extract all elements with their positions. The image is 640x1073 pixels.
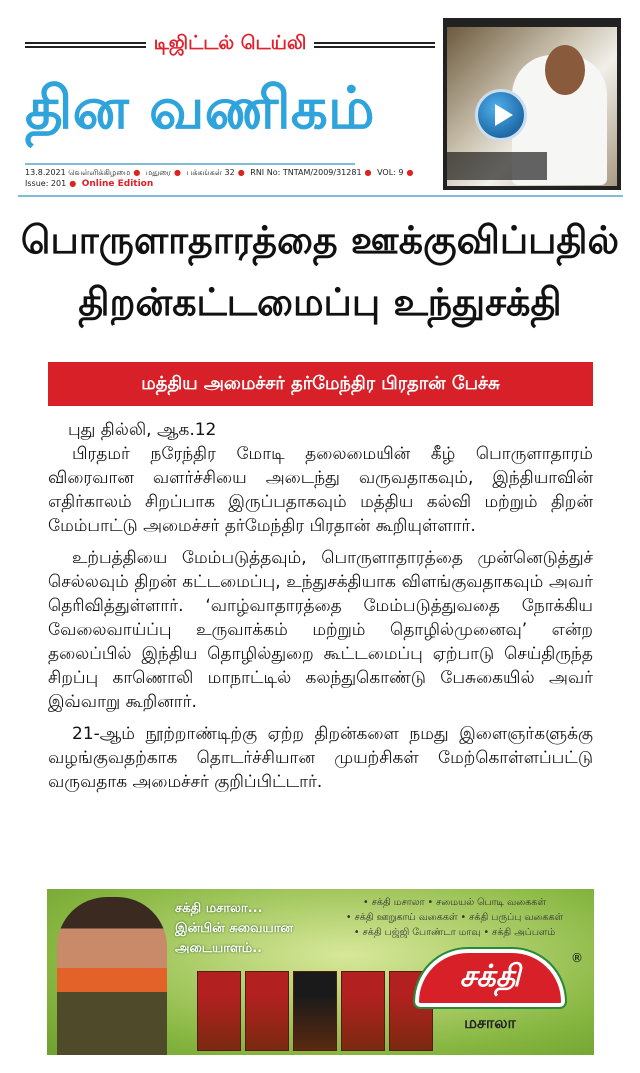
date: 13.8.2021 வெள்ளிக்கிழமை bbox=[25, 168, 131, 177]
slogan-line: சக்தி மசாலா... bbox=[175, 901, 263, 916]
product-box bbox=[197, 971, 241, 1051]
product-box bbox=[245, 971, 289, 1051]
product-line: • சக்தி மசாலா • சமையல் பொடி வகைகள் bbox=[363, 897, 546, 908]
rni: RNI No: TNTAM/2009/31281 bbox=[250, 168, 362, 177]
brand-subtitle: மசாலா bbox=[464, 1013, 516, 1032]
divider bbox=[25, 42, 146, 48]
tagline: டிஜிட்டல் டெய்லி bbox=[153, 32, 307, 54]
volume: VOL: 9 bbox=[377, 168, 404, 177]
issue: Issue: 201 bbox=[25, 179, 67, 188]
registered-mark: ® bbox=[571, 951, 583, 965]
model-image bbox=[57, 897, 167, 1055]
article-place: புது தில்லி, ஆக.12 bbox=[68, 420, 217, 440]
subheadline-banner: மத்திய அமைச்சர் தர்மேந்திர பிரதான் பேச்சு bbox=[48, 362, 593, 406]
dateline: 13.8.2021 வெள்ளிக்கிழமை ● மதுரை ● பக்கங்கள் 32 ● RNI No: TNTAM/2009/31281 ● VOL: 9 ● Issue: 201 ● Online Edition bbox=[25, 168, 414, 189]
divider bbox=[18, 195, 623, 197]
city: மதுரை bbox=[145, 168, 171, 177]
slogan-line: இன்பின் சுவையான bbox=[175, 921, 294, 936]
headline-line-2: திறன்கட்டமைப்பு உந்துசக்தி bbox=[78, 280, 562, 324]
product-box bbox=[341, 971, 385, 1051]
divider bbox=[314, 42, 435, 48]
article-body bbox=[48, 418, 593, 802]
video-thumbnail[interactable] bbox=[443, 18, 621, 190]
headline-line-1: பொருளாதாரத்தை ஊக்குவிப்பதில் bbox=[20, 218, 620, 262]
product-box bbox=[293, 971, 337, 1051]
product-line: • சக்தி ஊறுகாய் வகைகள் • சக்தி பருப்பு வகைகள் bbox=[345, 912, 564, 923]
product-boxes bbox=[197, 971, 433, 1051]
face-image bbox=[545, 45, 585, 95]
slogan-line: அடையாளம்.. bbox=[175, 941, 263, 956]
article-paragraph: 21-ஆம் நூற்றாண்டிற்கு ஏற்ற திறன்களை நமது இளைஞர்களுக்கு வழங்குவதற்காக தொடர்ச்சியான முயற்சிகள் மேற்கொள்ளப்பட்டு வருவதாக அமைச்சர் குறிப்பிட்டார். bbox=[48, 724, 593, 792]
product-line: • சக்தி பஜ்ஜி போண்டா மாவு • சக்தி அப்பளம் bbox=[353, 927, 556, 938]
pages: பக்கங்கள் 32 bbox=[186, 168, 235, 177]
brand-logo: சக்தி bbox=[415, 949, 565, 1007]
article-paragraph: உற்பத்தியை மேம்படுத்தவும், பொருளாதாரத்தை முன்னெடுத்துச் செல்லவும் திறன் கட்டமைப்பு, உந்துசக்தியாக விளங்குவதாகவும் அவர் தெரிவித்துள்ளார். ‘வாழ்வாதாரத்தை மேம்படுத்துவதை நோக்கிய வேலைவாய்ப்பு உருவாக்கம் மற்றும் தொழில்முனைவு’ என்ற தலைப்பில் இந்திய தொழில்துறை கூட்டமைப்பு ஏற்பாடு செய்திருந்த சிறப்பு காணொலி மாநாட்டில் கலந்துகொண்டு பேசுகையில் அவர் இவ்வாறு கூறினார். bbox=[48, 548, 593, 712]
play-icon[interactable] bbox=[475, 89, 527, 141]
masthead bbox=[25, 18, 435, 168]
article-paragraph: பிரதமர் நரேந்திர மோடி தலைமையின் கீழ் பொருளாதாரம் விரைவான வளர்ச்சியை அடைந்து வருவதாகவும், இந்தியாவின் எதிர்காலம் சிறப்பாக இருப்பதாகவும் மத்திய கல்வி மற்றும் திறன் மேம்பாட்டு அமைச்சர் தர்மேந்திர பிரதான் கூறியுள்ளார். bbox=[48, 444, 593, 536]
newspaper-logo: தின வணிகம் bbox=[25, 74, 375, 142]
ad-slogan bbox=[175, 899, 315, 959]
edition: Online Edition bbox=[81, 179, 154, 189]
advertisement[interactable] bbox=[47, 889, 594, 1055]
tagline-row bbox=[25, 32, 435, 57]
video-caption bbox=[447, 152, 547, 180]
divider bbox=[25, 163, 355, 165]
ad-product-list bbox=[322, 895, 587, 940]
